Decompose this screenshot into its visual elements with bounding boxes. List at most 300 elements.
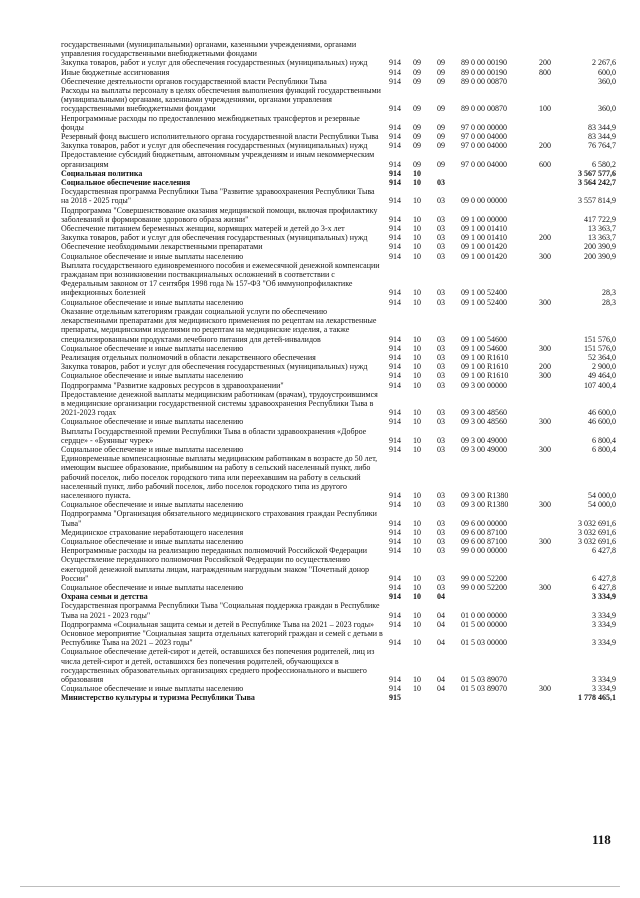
amount: 3 334,9 (592, 610, 616, 620)
table-row (61, 169, 616, 178)
subsection-code: 03 (437, 242, 445, 252)
section-code: 10 (413, 214, 421, 224)
amount: 46 600,0 (588, 417, 616, 427)
item-name: Охрана семьи и детства (61, 592, 148, 602)
table-row (61, 693, 616, 702)
item-name: Государственная программа Республики Тыва "Социальная поддержка граждан в Республике Тыва на 2021 - 2023 годы" (61, 601, 380, 620)
ministry-code: 914 (389, 536, 401, 546)
amount: 107 400,4 (584, 380, 616, 390)
subsection-code: 03 (437, 233, 445, 243)
ministry-code: 914 (389, 159, 401, 169)
item-name: Подпрограмма "Организация обязательного медицинского страхования граждан Республики Тыва" (61, 509, 377, 528)
subsection-code: 09 (437, 58, 445, 68)
item-name: Реализация отдельных полномочий в области лекарственного обеспечения (61, 352, 316, 362)
subsection-code: 03 (437, 417, 445, 427)
subsection-code: 09 (437, 122, 445, 132)
item-name: Закупка товаров, работ и услуг для обеспечения государственных (муниципальных) нужд (61, 141, 368, 151)
ministry-code: 914 (389, 527, 401, 537)
ministry-code: 914 (389, 251, 401, 261)
ministry-code: 914 (389, 638, 401, 648)
item-name: Непрограммные расходы по предоставлению межбюджетных трансфертов и резервные фонды (61, 113, 360, 132)
amount: 3 334,9 (592, 675, 616, 685)
expense-type-code: 200 (539, 233, 551, 243)
item-name: Медицинское страхование неработающего населения (61, 527, 244, 537)
subsection-code: 03 (437, 408, 445, 418)
section-code: 10 (413, 546, 421, 556)
table-row (61, 629, 616, 647)
amount: 417 722,9 (584, 214, 616, 224)
amount: 28,3 (602, 297, 616, 307)
amount: 3 334,9 (592, 684, 616, 694)
section-code: 10 (413, 582, 421, 592)
table-row (61, 132, 616, 141)
item-name: Основное мероприятие "Социальная защита отдельных категорий граждан и семей с детьми в Республике Тыва на 2021 – 2023 годы" (61, 629, 383, 648)
section-code: 10 (413, 334, 421, 344)
target-article-code: 89 0 00 00190 (461, 58, 507, 68)
target-article-code: 09 0 00 00000 (461, 196, 507, 206)
table-row (61, 417, 616, 426)
target-article-code: 01 5 03 89070 (461, 675, 507, 685)
item-name: Социальное обеспечение детей-сирот и детей, оставшихся без попечения родителей, лиц из числа детей-сирот и детей, оставшихся без попечения родителей, обучающихся в государственных образовательных организациях среднего профессионального и высшего образования (61, 647, 375, 685)
section-code: 09 (413, 159, 421, 169)
section-code: 09 (413, 58, 421, 68)
table-row (61, 362, 616, 371)
section-code: 09 (413, 141, 421, 151)
table-row (61, 233, 616, 242)
section-code: 10 (413, 408, 421, 418)
ministry-code: 914 (389, 592, 401, 602)
target-article-code: 09 1 00 R1610 (461, 362, 509, 372)
amount: 151 576,0 (584, 334, 616, 344)
item-name: Непрограммные расходы на реализацию переданных полномочий Российской Федерации (61, 546, 368, 556)
subsection-code: 03 (437, 546, 445, 556)
ministry-code: 914 (389, 196, 401, 206)
amount: 3 334,9 (592, 638, 616, 648)
subsection-code: 09 (437, 141, 445, 151)
section-code: 10 (413, 288, 421, 298)
table-row (61, 86, 616, 114)
ministry-code: 914 (389, 334, 401, 344)
section-code: 10 (413, 610, 421, 620)
page-number: 118 (592, 832, 611, 847)
amount: 360,0 (598, 104, 616, 114)
item-name: Социальное обеспечение и иные выплаты населению (61, 582, 244, 592)
section-code: 09 (413, 76, 421, 86)
section-code: 10 (413, 675, 421, 685)
target-article-code: 09 1 00 R1610 (461, 352, 509, 362)
expense-type-code: 300 (539, 343, 551, 353)
target-article-code: 89 0 00 00190 (461, 67, 507, 77)
item-name: Выплаты Государственной премии Республики Тыва в области здравоохранения «Доброе сердце» - «Буянныг чурек» (61, 426, 367, 445)
target-article-code: 09 1 00 R1610 (461, 371, 509, 381)
item-name: Социальное обеспечение и иные выплаты населению (61, 417, 244, 427)
amount: 6 800,4 (592, 435, 616, 445)
subsection-code: 03 (437, 214, 445, 224)
table-row (61, 592, 616, 601)
amount: 83 344,9 (588, 132, 616, 142)
table-row (61, 546, 616, 555)
table-row (61, 684, 616, 693)
table-row (61, 40, 616, 58)
table-row (61, 500, 616, 509)
target-article-code: 09 1 00 01420 (461, 251, 507, 261)
expense-type-code: 300 (539, 684, 551, 694)
section-code: 10 (413, 435, 421, 445)
ministry-code: 914 (389, 67, 401, 77)
target-article-code: 01 5 03 89070 (461, 684, 507, 694)
subsection-code: 04 (437, 610, 445, 620)
table-row (61, 528, 616, 537)
section-code: 10 (413, 178, 421, 188)
ministry-code: 914 (389, 435, 401, 445)
target-article-code: 09 1 00 52400 (461, 297, 507, 307)
section-code: 10 (413, 196, 421, 206)
subsection-code: 03 (437, 362, 445, 372)
amount: 3 032 691,6 (578, 527, 616, 537)
ministry-code: 914 (389, 573, 401, 583)
amount: 83 344,9 (588, 122, 616, 132)
section-code: 10 (413, 573, 421, 583)
target-article-code: 09 6 00 87100 (461, 527, 507, 537)
target-article-code: 97 0 00 04000 (461, 132, 507, 142)
budget-table (61, 40, 616, 703)
target-article-code: 99 0 00 52200 (461, 582, 507, 592)
table-row (61, 261, 616, 298)
amount: 6 580,2 (592, 159, 616, 169)
table-row (61, 150, 616, 168)
subsection-code: 04 (437, 684, 445, 694)
section-code: 10 (413, 224, 421, 234)
section-code: 09 (413, 132, 421, 142)
ministry-code: 914 (389, 582, 401, 592)
target-article-code: 99 0 00 52200 (461, 573, 507, 583)
target-article-code: 97 0 00 04000 (461, 141, 507, 151)
subsection-code: 03 (437, 444, 445, 454)
table-row (61, 141, 616, 150)
table-row (61, 242, 616, 251)
subsection-code: 03 (437, 288, 445, 298)
table-row (61, 298, 616, 307)
ministry-code: 914 (389, 500, 401, 510)
target-article-code: 09 1 00 52400 (461, 288, 507, 298)
ministry-code: 914 (389, 132, 401, 142)
subsection-code: 03 (437, 297, 445, 307)
target-article-code: 09 3 00 R1380 (461, 500, 509, 510)
item-name: Социальное обеспечение населения (61, 178, 191, 188)
ministry-code: 914 (389, 546, 401, 556)
expense-type-code: 300 (539, 444, 551, 454)
expense-type-code: 800 (539, 67, 551, 77)
ministry-code: 914 (389, 610, 401, 620)
item-name: Социальное обеспечение и иные выплаты населению (61, 500, 244, 510)
subsection-code: 03 (437, 573, 445, 583)
section-code: 10 (413, 536, 421, 546)
subsection-code: 03 (437, 196, 445, 206)
amount: 3 032 691,6 (578, 536, 616, 546)
table-row (61, 371, 616, 380)
amount: 3 032 691,6 (578, 518, 616, 528)
expense-type-code: 300 (539, 251, 551, 261)
subsection-code: 03 (437, 435, 445, 445)
ministry-code: 914 (389, 104, 401, 114)
target-article-code: 09 1 00 54600 (461, 343, 507, 353)
table-row (61, 224, 616, 233)
amount: 52 364,0 (588, 352, 616, 362)
table-row (61, 445, 616, 454)
subsection-code: 03 (437, 582, 445, 592)
amount: 54 000,0 (588, 500, 616, 510)
table-row (61, 390, 616, 418)
section-code: 10 (413, 619, 421, 629)
subsection-code: 03 (437, 343, 445, 353)
table-row (61, 381, 616, 390)
target-article-code: 09 6 00 00000 (461, 518, 507, 528)
section-code: 10 (413, 592, 421, 602)
target-article-code: 09 1 00 00000 (461, 214, 507, 224)
item-name: Осуществление переданного полномочия Российской Федерации по осуществлению ежегодной денежной выплаты лицам, награжденным нагрудным знаком "Почетный донор России" (61, 555, 370, 583)
ministry-code: 914 (389, 288, 401, 298)
target-article-code: 09 3 00 48560 (461, 417, 507, 427)
subsection-code: 03 (437, 352, 445, 362)
target-article-code: 99 0 00 00000 (461, 546, 507, 556)
amount: 360,0 (598, 76, 616, 86)
amount: 600,0 (598, 67, 616, 77)
section-code: 10 (413, 444, 421, 454)
section-code: 10 (413, 490, 421, 500)
subsection-code: 03 (437, 518, 445, 528)
target-article-code: 01 5 00 00000 (461, 619, 507, 629)
amount: 6 800,4 (592, 444, 616, 454)
item-name: Закупка товаров, работ и услуг для обеспечения государственных (муниципальных) нужд (61, 233, 368, 243)
table-row (61, 77, 616, 86)
section-code: 10 (413, 684, 421, 694)
target-article-code: 97 0 00 00000 (461, 122, 507, 132)
expense-type-code: 300 (539, 500, 551, 510)
section-code: 10 (413, 500, 421, 510)
ministry-code: 915 (389, 693, 401, 703)
table-row (61, 454, 616, 500)
target-article-code: 09 1 00 01420 (461, 242, 507, 252)
table-row (61, 555, 616, 583)
section-code: 10 (413, 417, 421, 427)
table-row (61, 537, 616, 546)
ministry-code: 914 (389, 444, 401, 454)
table-row (61, 206, 616, 224)
subsection-code: 03 (437, 371, 445, 381)
section-code: 10 (413, 362, 421, 372)
ministry-code: 914 (389, 76, 401, 86)
amount: 6 427,8 (592, 582, 616, 592)
target-article-code: 09 1 00 54600 (461, 334, 507, 344)
amount: 76 764,7 (588, 141, 616, 151)
amount: 3 334,9 (592, 619, 616, 629)
section-code: 10 (413, 380, 421, 390)
amount: 200 390,9 (584, 251, 616, 261)
ministry-code: 914 (389, 380, 401, 390)
amount: 49 464,0 (588, 371, 616, 381)
table-row (61, 307, 616, 344)
table-row (61, 647, 616, 684)
item-name: Подпрограмма "Совершенствование оказания медицинской помощи, включая профилактику заболеваний и формирование здорового образа жизни" (61, 205, 378, 224)
ministry-code: 914 (389, 518, 401, 528)
ministry-code: 914 (389, 122, 401, 132)
ministry-code: 914 (389, 242, 401, 252)
target-article-code: 01 5 03 00000 (461, 638, 507, 648)
item-name: Подпрограмма "Развитие кадровых ресурсов в здравоохранении" (61, 380, 284, 390)
subsection-code: 04 (437, 619, 445, 629)
item-name: Социальное обеспечение и иные выплаты населению (61, 297, 244, 307)
item-name: Обеспечение необходимыми лекарственными препаратами (61, 242, 263, 252)
target-article-code: 09 3 00 48560 (461, 408, 507, 418)
subsection-code: 04 (437, 675, 445, 685)
subsection-code: 09 (437, 67, 445, 77)
item-name: Резервный фонд высшего исполнительного органа государственной власти Республики Тыва (61, 132, 379, 142)
ministry-code: 914 (389, 362, 401, 372)
section-code: 10 (413, 527, 421, 537)
ministry-code: 914 (389, 343, 401, 353)
ministry-code: 914 (389, 684, 401, 694)
bottom-divider (20, 886, 620, 887)
item-name: Социальное обеспечение и иные выплаты населению (61, 251, 244, 261)
target-article-code: 01 0 00 00000 (461, 610, 507, 620)
ministry-code: 914 (389, 619, 401, 629)
subsection-code: 04 (437, 638, 445, 648)
item-name: Министерство культуры и туризма Республики Тыва (61, 693, 255, 703)
item-name: Предоставление денежной выплаты медицинским работникам (врачам), трудоустроившимся в медицинские организации государственной системы здравоохранения Республики Тыва в 2021-2023 годах (61, 389, 378, 418)
target-article-code: 09 3 00 R1380 (461, 490, 509, 500)
section-code: 10 (413, 242, 421, 252)
target-article-code: 09 3 00 49000 (461, 444, 507, 454)
item-name: Единовременные компенсационные выплаты медицинским работникам в возрасте до 50 лет, имеющим высшее образование, прибывшим на работу в сельский населенный пункт, либо рабочий поселок, либо поселок городского типа или переехавшим на работу в сельский населенный пункт, либо рабочий поселок, либо поселок городского типа из другого населенного пункта. (61, 454, 378, 500)
target-article-code: 09 1 00 01410 (461, 224, 507, 234)
subsection-code: 03 (437, 224, 445, 234)
ministry-code: 914 (389, 675, 401, 685)
item-name: Обеспечение деятельности органов государственной власти Республики Тыва (61, 76, 327, 86)
expense-type-code: 200 (539, 141, 551, 151)
subsection-code: 04 (437, 592, 445, 602)
item-name: Оказание отдельным категориям граждан социальной услуги по обеспечению лекарственными препаратами для медицинского применения по рецептам на лекарственные препараты, медицинскими изделиями по рецептам на медицинские изделия, а также специализированными продуктами лечебного питания для детей-инвалидов (61, 306, 377, 344)
subsection-code: 09 (437, 159, 445, 169)
subsection-code: 09 (437, 132, 445, 142)
amount: 3 557 814,9 (578, 196, 616, 206)
item-name: Социальное обеспечение и иные выплаты населению (61, 343, 244, 353)
ministry-code: 914 (389, 371, 401, 381)
subsection-code: 09 (437, 104, 445, 114)
target-article-code: 09 6 00 87100 (461, 536, 507, 546)
table-row (61, 114, 616, 132)
item-name: Иные бюджетные ассигнования (61, 67, 170, 77)
item-name: Социальное обеспечение и иные выплаты населению (61, 684, 244, 694)
table-row (61, 178, 616, 187)
subsection-code: 03 (437, 334, 445, 344)
target-article-code: 97 0 00 04000 (461, 159, 507, 169)
expense-type-code: 200 (539, 362, 551, 372)
amount: 200 390,9 (584, 242, 616, 252)
table-row (61, 583, 616, 592)
subsection-code: 03 (437, 500, 445, 510)
table-row (61, 620, 616, 629)
expense-type-code: 300 (539, 582, 551, 592)
table-row (61, 68, 616, 77)
target-article-code: 09 3 00 49000 (461, 435, 507, 445)
ministry-code: 914 (389, 417, 401, 427)
subsection-code: 09 (437, 76, 445, 86)
ministry-code: 914 (389, 214, 401, 224)
expense-type-code: 600 (539, 159, 551, 169)
ministry-code: 914 (389, 408, 401, 418)
amount: 151 576,0 (584, 343, 616, 353)
section-code: 10 (413, 638, 421, 648)
table-row (61, 187, 616, 205)
table-row (61, 427, 616, 445)
subsection-code: 03 (437, 178, 445, 188)
subsection-code: 03 (437, 536, 445, 546)
section-code: 09 (413, 104, 421, 114)
ministry-code: 914 (389, 233, 401, 243)
item-name: Социальное обеспечение и иные выплаты населению (61, 371, 244, 381)
amount: 3 334,9 (592, 592, 616, 602)
ministry-code: 914 (389, 141, 401, 151)
amount: 2 900,0 (592, 362, 616, 372)
amount: 28,3 (602, 288, 616, 298)
ministry-code: 914 (389, 352, 401, 362)
subsection-code: 03 (437, 251, 445, 261)
table-row (61, 58, 616, 67)
expense-type-code: 300 (539, 371, 551, 381)
item-name: Предоставление субсидий бюджетным, автономным учреждениям и иным некоммерческим организациям (61, 150, 375, 169)
section-code: 10 (413, 343, 421, 353)
amount: 6 427,8 (592, 546, 616, 556)
item-name: Закупка товаров, работ и услуг для обеспечения государственных (муниципальных) нужд (61, 58, 368, 68)
target-article-code: 89 0 00 00870 (461, 76, 507, 86)
subsection-code: 03 (437, 490, 445, 500)
item-name: Подпрограмма «Социальная защита семьи и детей в Республике Тыва на 2021 – 2023 годы» (61, 619, 374, 629)
amount: 54 000,0 (588, 490, 616, 500)
ministry-code: 914 (389, 490, 401, 500)
amount: 2 267,6 (592, 58, 616, 68)
ministry-code: 914 (389, 178, 401, 188)
item-name: Расходы на выплаты персоналу в целях обеспечения выполнения функций государственными (муниципальными) органами, казенными учреждениями, органами управления государственными внебюджетными фондами (61, 86, 381, 114)
table-row (61, 344, 616, 353)
item-name: Выплата государственного единовременного пособия и ежемесячной денежной компенсации гражданам при возникновении поствакцинальных осложнений в соответствии с Федеральным законом от 17 сентября 1998 года № 157-ФЗ "Об иммунопрофилактике инфекционных болезней (61, 260, 380, 298)
ministry-code: 914 (389, 58, 401, 68)
amount: 46 600,0 (588, 408, 616, 418)
ministry-code: 914 (389, 224, 401, 234)
section-code: 10 (413, 297, 421, 307)
table-row (61, 252, 616, 261)
amount: 13 363,7 (588, 233, 616, 243)
item-name: государственными (муниципальными) органами, казенными учреждениями, органами управления государственными внебюджетными фондами (61, 40, 357, 59)
item-name: Обеспечение питанием беременных женщин, кормящих матерей и детей до 3-х лет (61, 224, 345, 234)
amount: 3 567 577,6 (578, 168, 616, 178)
amount: 3 564 242,7 (578, 178, 616, 188)
item-name: Социальное обеспечение и иные выплаты населению (61, 536, 244, 546)
item-name: Закупка товаров, работ и услуг для обеспечения государственных (муниципальных) нужд (61, 362, 368, 372)
subsection-code: 03 (437, 527, 445, 537)
expense-type-code: 100 (539, 104, 551, 114)
item-name: Государственная программа Республики Тыва "Развитие здравоохранения Республики Тыва на 2018 - 2025 годы" (61, 187, 375, 206)
section-code: 10 (413, 352, 421, 362)
table-row (61, 353, 616, 362)
target-article-code: 89 0 00 00870 (461, 104, 507, 114)
expense-type-code: 300 (539, 297, 551, 307)
subsection-code: 03 (437, 380, 445, 390)
amount: 1 778 465,1 (578, 693, 616, 703)
target-article-code: 09 3 00 00000 (461, 380, 507, 390)
section-code: 09 (413, 67, 421, 77)
target-article-code: 09 1 00 01410 (461, 233, 507, 243)
ministry-code: 914 (389, 168, 401, 178)
